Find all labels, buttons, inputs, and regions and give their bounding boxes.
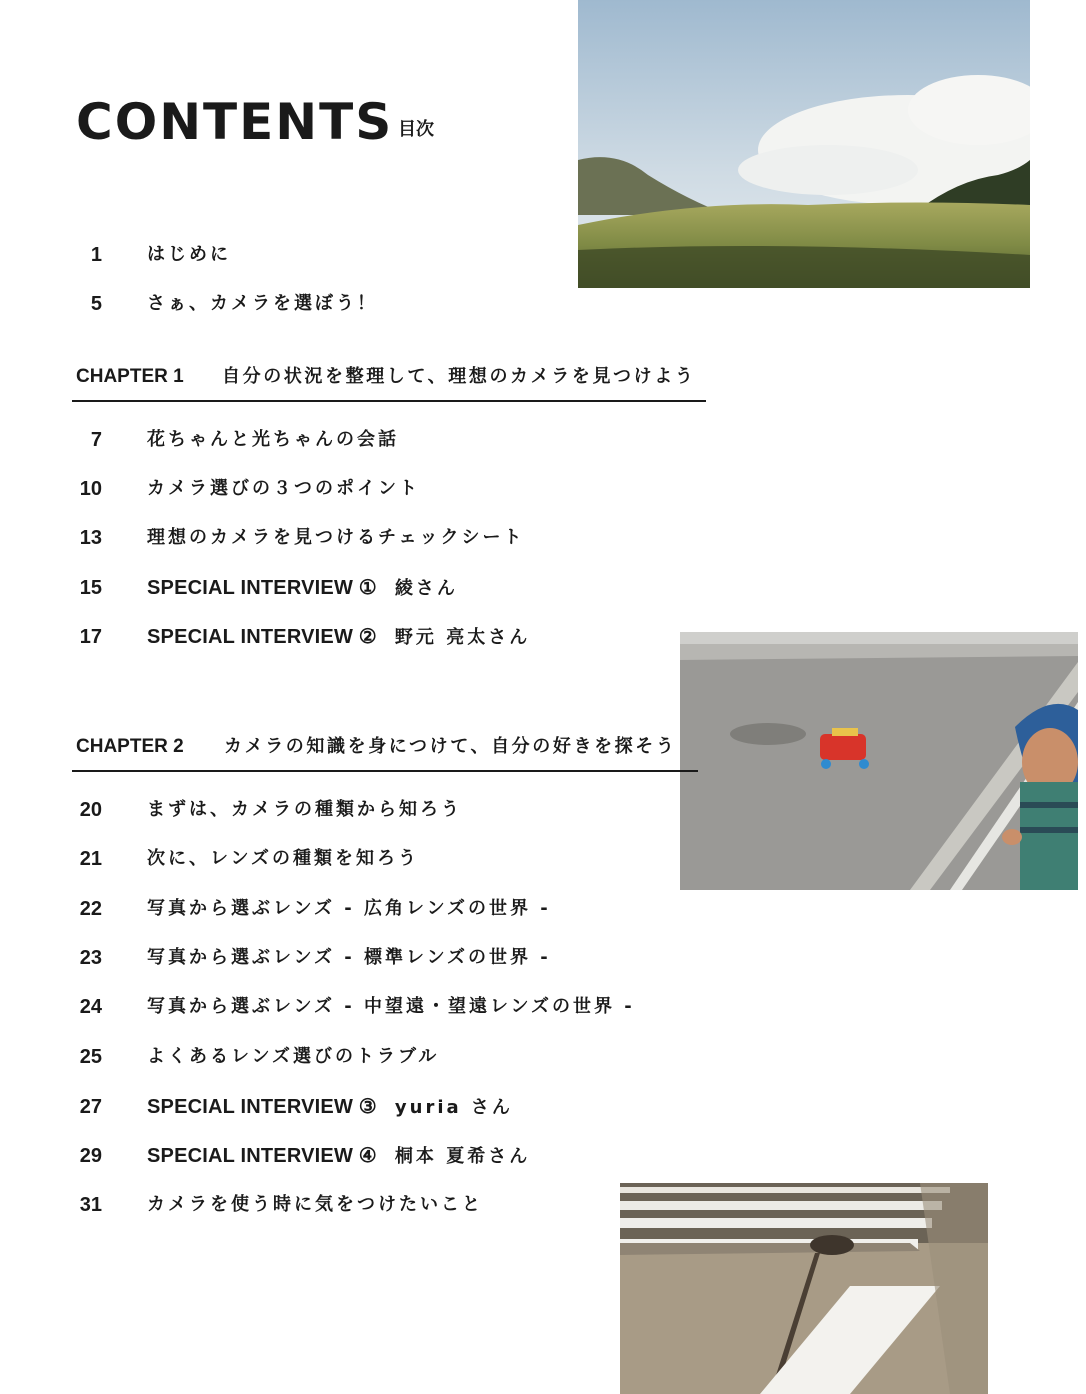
crosswalk-photo <box>620 1183 988 1394</box>
chapter-1-heading <box>72 360 706 402</box>
page-number: 20 <box>79 799 102 821</box>
page-number: 31 <box>79 1194 102 1216</box>
interview-label: SPECIAL INTERVIEW ③ <box>147 1096 377 1118</box>
entry-title: 写真から選ぶレンズ - 広角レンズの世界 - <box>147 898 551 919</box>
interview-guest: yuria さん <box>394 1097 513 1118</box>
page-number: 22 <box>79 898 102 920</box>
chapter-2-heading <box>72 730 698 772</box>
entry-title: 花ちゃんと光ちゃんの会話 <box>147 429 399 450</box>
page-number: 7 <box>90 429 102 451</box>
chapter-label: CHAPTER 1 <box>76 366 184 387</box>
page-number: 17 <box>79 626 102 648</box>
road-toy-photo <box>680 632 1078 890</box>
page-number: 1 <box>90 244 102 266</box>
page-number: 13 <box>79 527 102 549</box>
interview-label: SPECIAL INTERVIEW ④ <box>147 1145 377 1167</box>
page-number: 15 <box>79 577 102 599</box>
interview-label: SPECIAL INTERVIEW ② <box>147 626 377 648</box>
interview-guest: 綾さん <box>394 578 458 599</box>
entry-title: カメラを使う時に気をつけたいこと <box>147 1194 483 1215</box>
page-subtitle: 目次 <box>398 119 434 140</box>
page-number: 21 <box>79 848 102 870</box>
page-number: 27 <box>79 1096 102 1118</box>
entry-title: はじめに <box>147 244 231 265</box>
road-image <box>680 632 1078 890</box>
page-number: 5 <box>90 293 102 315</box>
entry-title: よくあるレンズ選びのトラブル <box>147 1046 440 1067</box>
entry-title: 理想のカメラを見つけるチェックシート <box>147 527 525 548</box>
interview-guest: 桐本 夏希さん <box>394 1146 531 1167</box>
page-number: 23 <box>79 947 102 969</box>
page-number: 25 <box>79 1046 102 1068</box>
interview-guest: 野元 亮太さん <box>394 627 531 648</box>
entry-title: 写真から選ぶレンズ - 標準レンズの世界 - <box>147 947 551 968</box>
chapter-label: CHAPTER 2 <box>76 736 184 757</box>
entry-title <box>147 622 530 653</box>
entry-title <box>147 1141 530 1172</box>
page-title: CONTENTS <box>76 93 394 151</box>
entry-title: 次に、レンズの種類を知ろう <box>147 848 420 869</box>
landscape-photo <box>578 0 1030 288</box>
interview-label: SPECIAL INTERVIEW ① <box>147 577 377 599</box>
entry-title <box>147 573 458 604</box>
chapter-title: 自分の状況を整理して、理想のカメラを見つけよう <box>222 366 696 387</box>
entry-title: 写真から選ぶレンズ - 中望遠・望遠レンズの世界 - <box>147 996 635 1017</box>
chapter-title: カメラの知識を身につけて、自分の好きを探そう <box>224 736 677 757</box>
entry-title: カメラ選びの３つのポイント <box>147 478 420 499</box>
page-number: 29 <box>79 1145 102 1167</box>
landscape-image <box>578 0 1030 288</box>
page-number: 10 <box>79 478 102 500</box>
entry-title: まずは、カメラの種類から知ろう <box>147 799 462 820</box>
page-number: 24 <box>79 996 102 1018</box>
crosswalk-image <box>620 1183 988 1394</box>
entry-title <box>147 1092 513 1123</box>
entry-title: さぁ、カメラを選ぼう！ <box>147 293 378 314</box>
